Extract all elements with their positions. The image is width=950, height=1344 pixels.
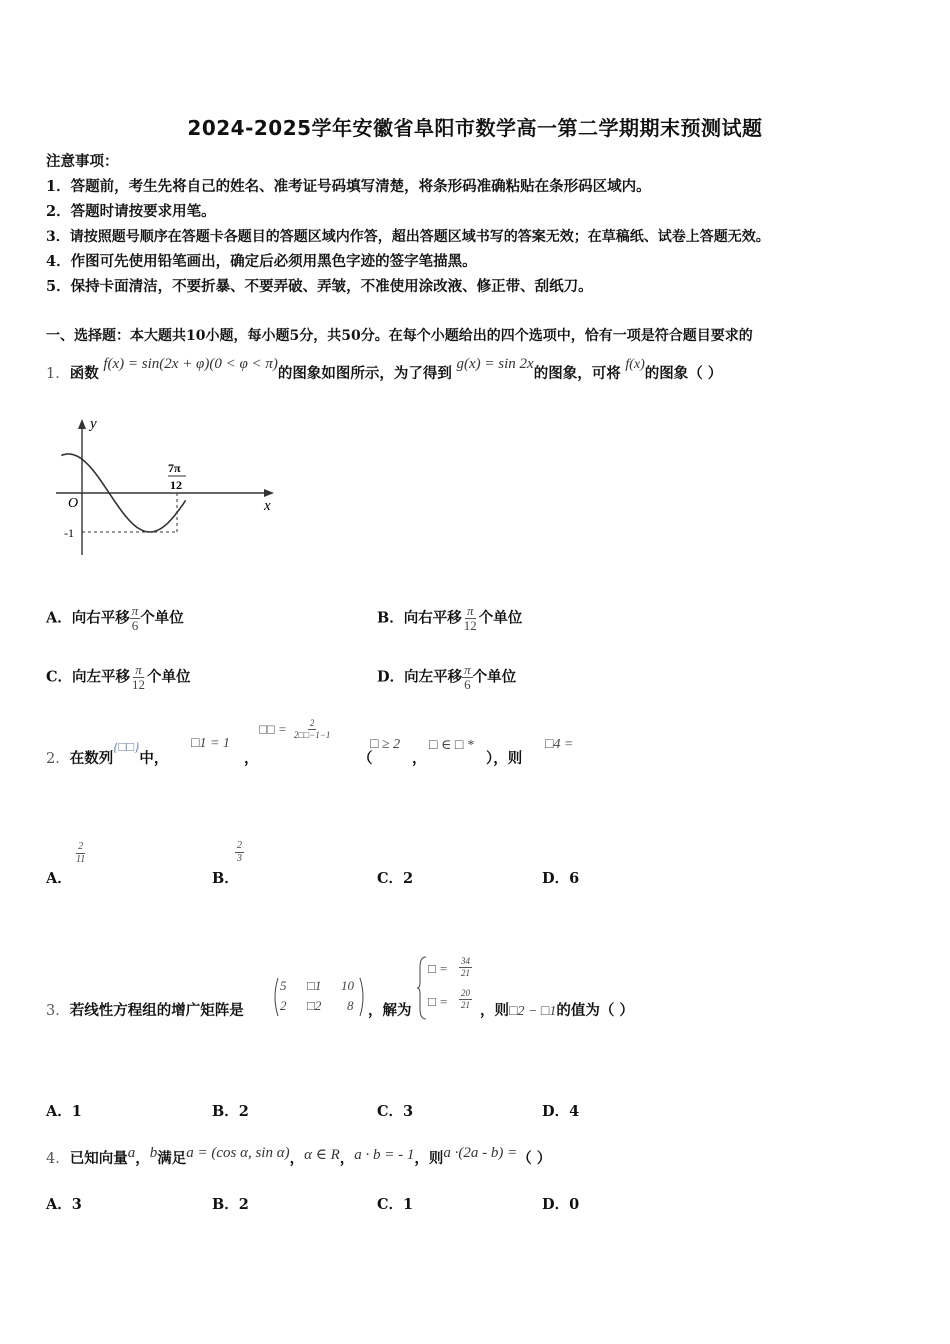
option-a[interactable]: A．向右平移 $\frac{\pi}{6}$ 个单位 <box>46 603 184 633</box>
formula-f: f(x) = sin(2x + φ)(0 < φ < π) <box>103 356 278 372</box>
question-3-stem: 3．若线性方程组的增广矩阵是 <box>46 1002 244 1019</box>
question-number: 1． <box>46 366 70 382</box>
question-number: 3． <box>46 1003 70 1019</box>
question-4-stem: 4．已知向量a，b满足a = (cos α, sin α)，α ∈ R，a · b = - 1，则a ·(2a - b) =（ ） <box>46 1145 552 1167</box>
q4-expr: a ·(2a - b) = <box>443 1145 518 1161</box>
option-a[interactable]: A．1 <box>46 1103 82 1120</box>
formula-fx: f(x) <box>625 357 645 372</box>
tick-label-num: 7π <box>168 461 181 475</box>
solution-system: □ = $\frac{34}{21}$ □ = $\frac{20}{21}$ <box>416 955 478 1021</box>
origin-label: O <box>68 496 79 511</box>
question-1-stem: 1．函数 f(x) = sin(2x + φ)(0 < φ < π)的图象如图所示，为了得到 g(x) = sin 2x的图象，可将 f(x)的图象（ ） <box>46 356 723 382</box>
option-d[interactable]: D．0 <box>542 1196 580 1213</box>
sine-graph <box>48 410 288 560</box>
option-d[interactable]: D．4 <box>542 1103 580 1120</box>
formula-g: g(x) = sin 2x <box>456 356 534 372</box>
notice-item: 2．答题时请按要求用笔。 <box>46 203 216 220</box>
option-a[interactable]: A．3 <box>46 1196 82 1213</box>
option-b[interactable]: B．2 <box>212 1103 249 1120</box>
tick-label-neg1: -1 <box>64 526 74 540</box>
option-c[interactable]: C．向左平移 $\frac{\pi}{12}$ 个单位 <box>46 662 191 692</box>
section-heading: 一、选择题：本大题共10小题，每小题5分，共50分。在每个小题给出的四个选项中，恰有一项是符合题目要求的 <box>46 328 753 344</box>
axis-label-x: x <box>264 498 271 514</box>
axis-label-y: y <box>90 416 97 432</box>
option-b[interactable]: B． <box>212 870 239 887</box>
question-number: 4． <box>46 1151 70 1167</box>
q2-a1: □1 = 1 <box>191 736 230 751</box>
page-title: 2024-2025学年安徽省阜阳市数学高一第二学期期末预测试题 <box>187 116 763 140</box>
q3-expr: □2 − □1 <box>509 1004 557 1019</box>
option-c[interactable]: C．2 <box>377 870 414 887</box>
q2-cond2: □ ∈ □ * <box>429 738 474 753</box>
option-c[interactable]: C．3 <box>377 1103 414 1120</box>
option-b[interactable]: B．2 <box>212 1196 249 1213</box>
question-2-stem: 2．在数列{□□}中， <box>46 739 169 767</box>
question-number: 2． <box>46 751 70 767</box>
notice-item: 3．请按照题号顺序在答题卡各题目的答题区域内作答，超出答题区域书写的答案无效；在草稿纸、试卷上答题无效。 <box>46 229 770 245</box>
q2-a4: □4 = <box>545 737 574 752</box>
option-d[interactable]: D．向左平移 $\frac{\pi}{6}$ 个单位 <box>377 662 517 692</box>
tick-label-den: 12 <box>170 478 182 492</box>
option-b[interactable]: B．向右平移 $\frac{\pi}{12}$ 个单位 <box>377 603 523 633</box>
notice-item: 1．答题前，考生先将自己的姓名、准考证号码填写清楚，将条形码准确粘贴在条形码区域内。 <box>46 178 651 195</box>
q2-an: □□ = $\frac{2}{2□□-1-1}$ <box>259 718 331 740</box>
q4-ab: a · b = - 1 <box>354 1147 415 1163</box>
q2-cond1: □ ≥ 2 <box>370 737 401 752</box>
option-a[interactable]: A． <box>46 870 72 887</box>
augmented-matrix: 5 □1 10 2 □2 8 <box>271 976 367 1018</box>
notice-item: 5．保持卡面清洁，不要折暴、不要弄破、弄皱，不准使用涂改液、修正带、刮纸刀。 <box>46 278 593 295</box>
option-d[interactable]: D．6 <box>542 870 580 887</box>
notice-heading: 注意事项： <box>46 153 119 170</box>
option-c[interactable]: C．1 <box>377 1196 414 1213</box>
notice-item: 4．作图可先使用铅笔画出，确定后必须用黑色字迹的签字笔描黑。 <box>46 253 477 270</box>
q4-avec: a = (cos α, sin α) <box>186 1145 290 1161</box>
